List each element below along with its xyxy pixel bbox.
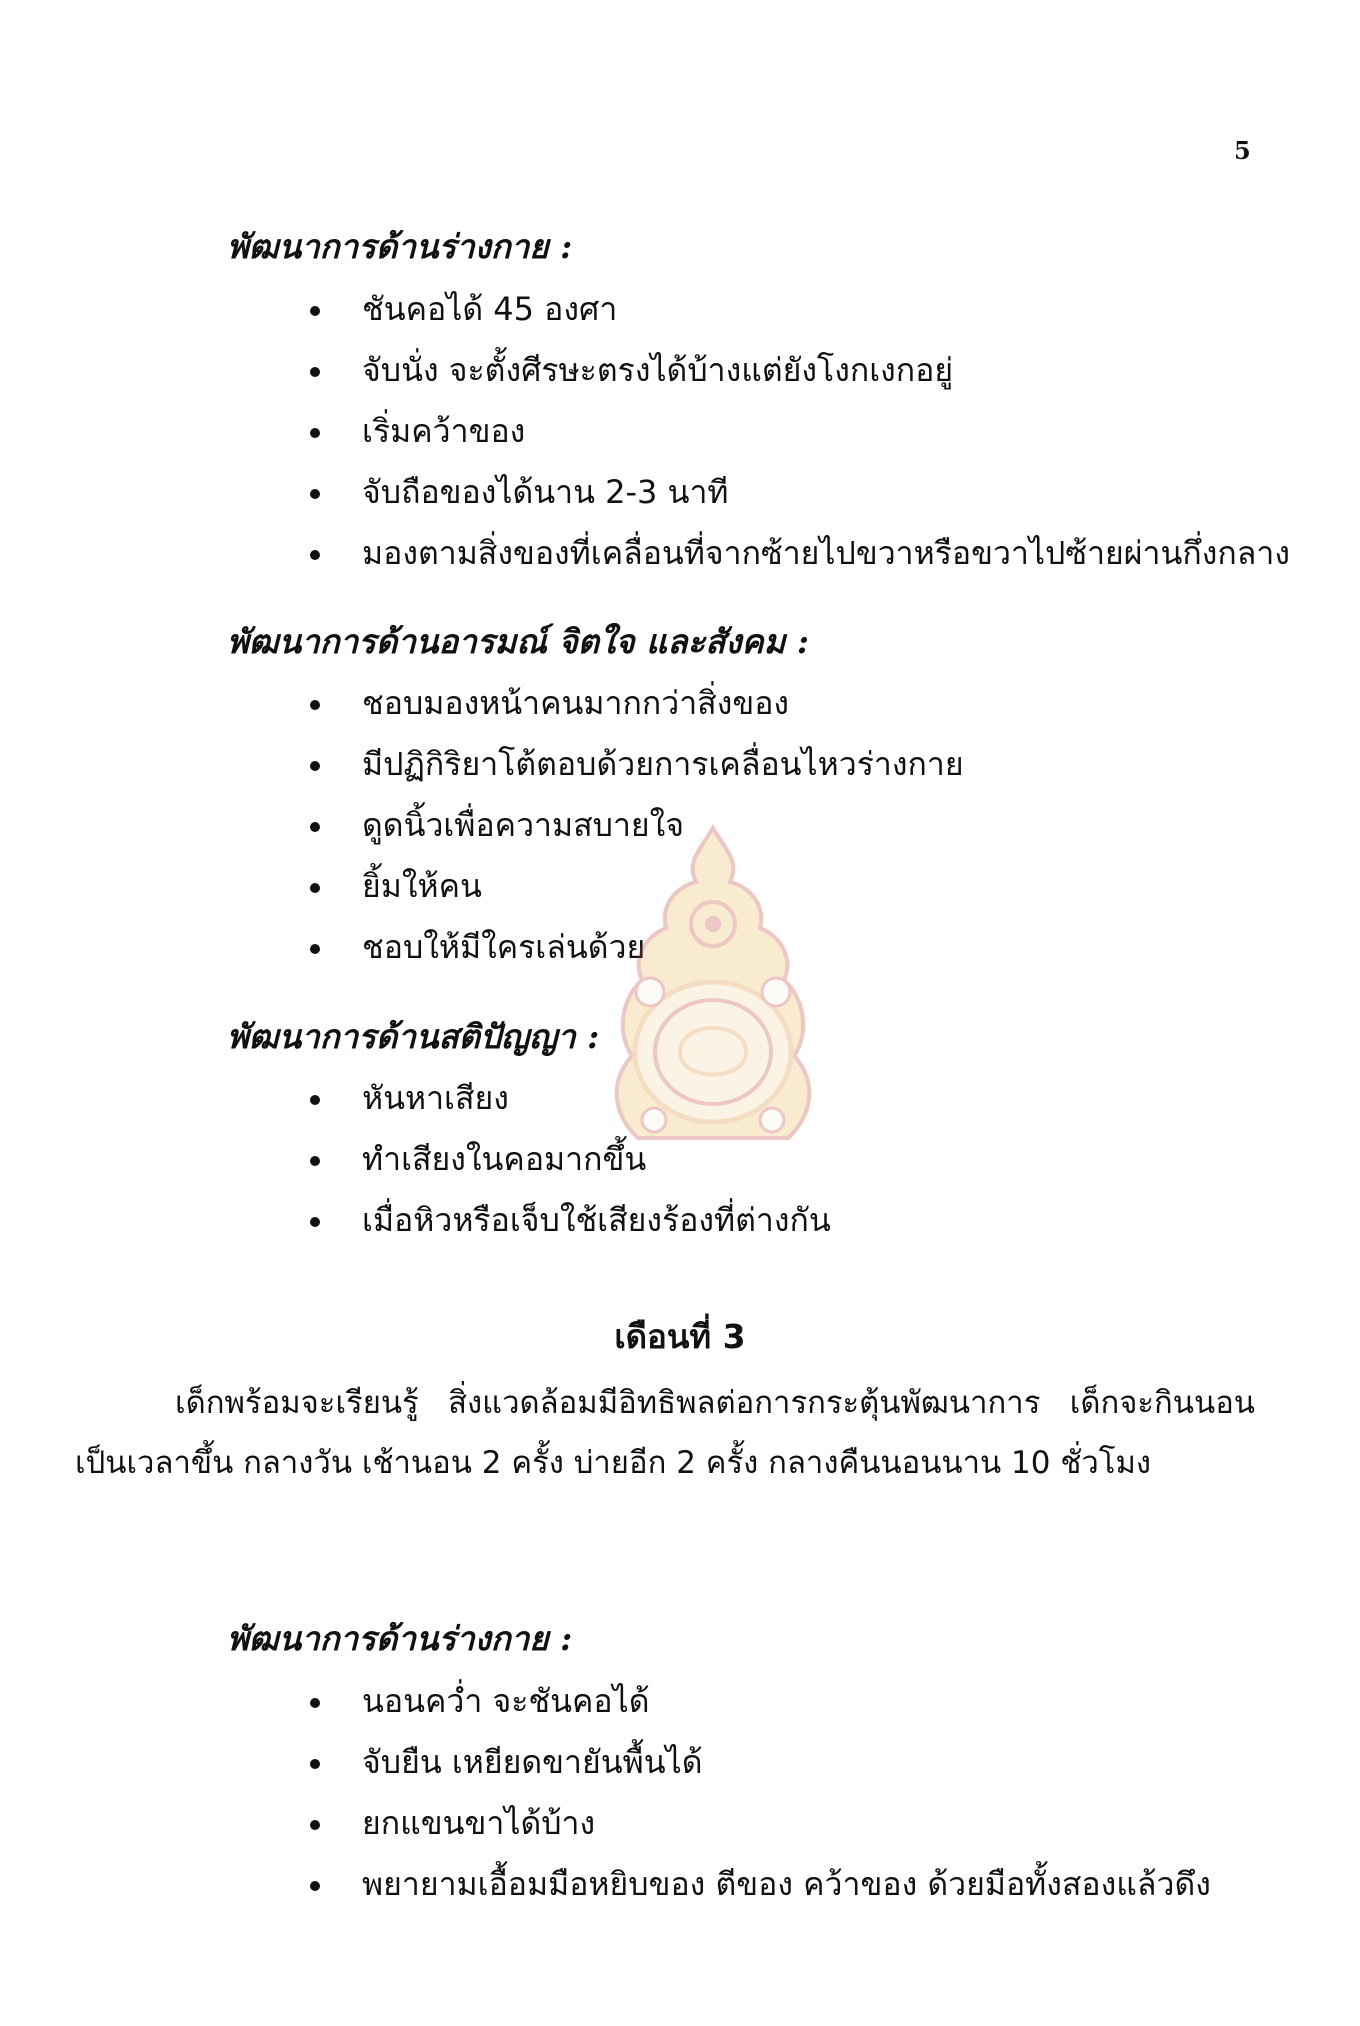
list-item-text: พยายามเอื้อมมือหยิบของ ตีของ คว้าของ ด้วยมือทั้งสองแล้วดึง xyxy=(362,1865,1211,1903)
list-item-text: ชันคอได้ 45 องศา xyxy=(362,290,618,328)
list-item-text: มองตามสิ่งของที่เคลื่อนที่จากซ้ายไปขวาหรือขวาไปซ้ายผ่านกึ่งกลาง xyxy=(362,534,1290,572)
list-item-text: ชอบมองหน้าคนมากกว่าสิ่งของ xyxy=(362,684,790,722)
list-item-text: เมื่อหิวหรือเจ็บใช้เสียงร้องที่ต่างกัน xyxy=(362,1201,831,1239)
bullet-icon xyxy=(310,1820,320,1830)
list-item xyxy=(310,1190,831,1251)
section-heading-emotional-social: พัฒนาการด้านอารมณ์ จิตใจ และสังคม : xyxy=(227,622,810,661)
section-heading-physical: พัฒนาการด้านร่างกาย : xyxy=(227,227,573,266)
list-item-text: เริ่มคว้าของ xyxy=(362,412,526,450)
list-item xyxy=(310,279,1290,340)
list-item xyxy=(310,462,1290,523)
list-item xyxy=(310,523,1290,584)
bullet-list-physical xyxy=(310,279,1290,584)
bullet-icon xyxy=(310,1156,320,1166)
list-item xyxy=(310,856,964,917)
list-item xyxy=(310,1854,1211,1915)
list-item-text: มีปฏิกิริยาโต้ตอบด้วยการเคลื่อนไหวร่างกาย xyxy=(362,745,964,783)
list-item xyxy=(310,917,964,978)
list-item-text: หันหาเสียง xyxy=(362,1079,509,1117)
bullet-icon xyxy=(310,1217,320,1227)
bullet-icon xyxy=(310,822,320,832)
list-item xyxy=(310,401,1290,462)
bullet-icon xyxy=(310,1881,320,1891)
month-title: เดือนที่ 3 xyxy=(614,1317,746,1356)
list-item xyxy=(310,1671,1211,1732)
list-item-text: ยิ้มให้คน xyxy=(362,867,482,905)
list-item-text: ยกแขนขาได้บ้าง xyxy=(362,1804,596,1842)
bullet-icon xyxy=(310,1095,320,1105)
list-item-text: ชอบให้มีใครเล่นด้วย xyxy=(362,928,646,966)
list-item xyxy=(310,1068,831,1129)
section-heading-intellectual: พัฒนาการด้านสติปัญญา : xyxy=(227,1017,600,1056)
list-item xyxy=(310,1793,1211,1854)
month-paragraph: เด็กพร้อมจะเรียนรู้ สิ่งแวดล้อมมีอิทธิพลต่อการกระตุ้นพัฒนาการ เด็กจะกินนอนเป็นเวลาขึ้น กลางวัน เช้านอน 2 ครั้ง บ่ายอีก 2 ครั้ง กลางคืนนอนนาน 10 ชั่วโมง xyxy=(75,1385,1255,1481)
bullet-icon xyxy=(310,761,320,771)
list-item xyxy=(310,734,964,795)
bullet-icon xyxy=(310,489,320,499)
page-number: 5 xyxy=(1234,136,1251,165)
list-item-text: ทำเสียงในคอมากขึ้น xyxy=(362,1140,647,1178)
bullet-icon xyxy=(310,883,320,893)
bullet-icon xyxy=(310,1698,320,1708)
bullet-list-emotional-social xyxy=(310,673,964,978)
bullet-icon xyxy=(310,428,320,438)
bullet-icon xyxy=(310,944,320,954)
list-item xyxy=(310,673,964,734)
bullet-list-intellectual xyxy=(310,1068,831,1251)
bullet-icon xyxy=(310,367,320,377)
bullet-list-physical-month3 xyxy=(310,1671,1211,1915)
list-item-text: จับถือของได้นาน 2-3 นาที xyxy=(362,473,729,511)
list-item xyxy=(310,340,1290,401)
list-item-text: ดูดนิ้วเพื่อความสบายใจ xyxy=(362,806,685,844)
list-item xyxy=(310,795,964,856)
list-item xyxy=(310,1129,831,1190)
list-item-text: จับยืน เหยียดขายันพื้นได้ xyxy=(362,1743,703,1781)
list-item-text: จับนั่ง จะตั้งศีรษะตรงได้บ้างแต่ยังโงกเงกอยู่ xyxy=(362,351,954,389)
bullet-icon xyxy=(310,1759,320,1769)
section-heading-physical-month3: พัฒนาการด้านร่างกาย : xyxy=(227,1619,573,1658)
bullet-icon xyxy=(310,306,320,316)
bullet-icon xyxy=(310,550,320,560)
bullet-icon xyxy=(310,700,320,710)
list-item xyxy=(310,1732,1211,1793)
list-item-text: นอนคว่ำ จะชันคอได้ xyxy=(362,1682,650,1720)
